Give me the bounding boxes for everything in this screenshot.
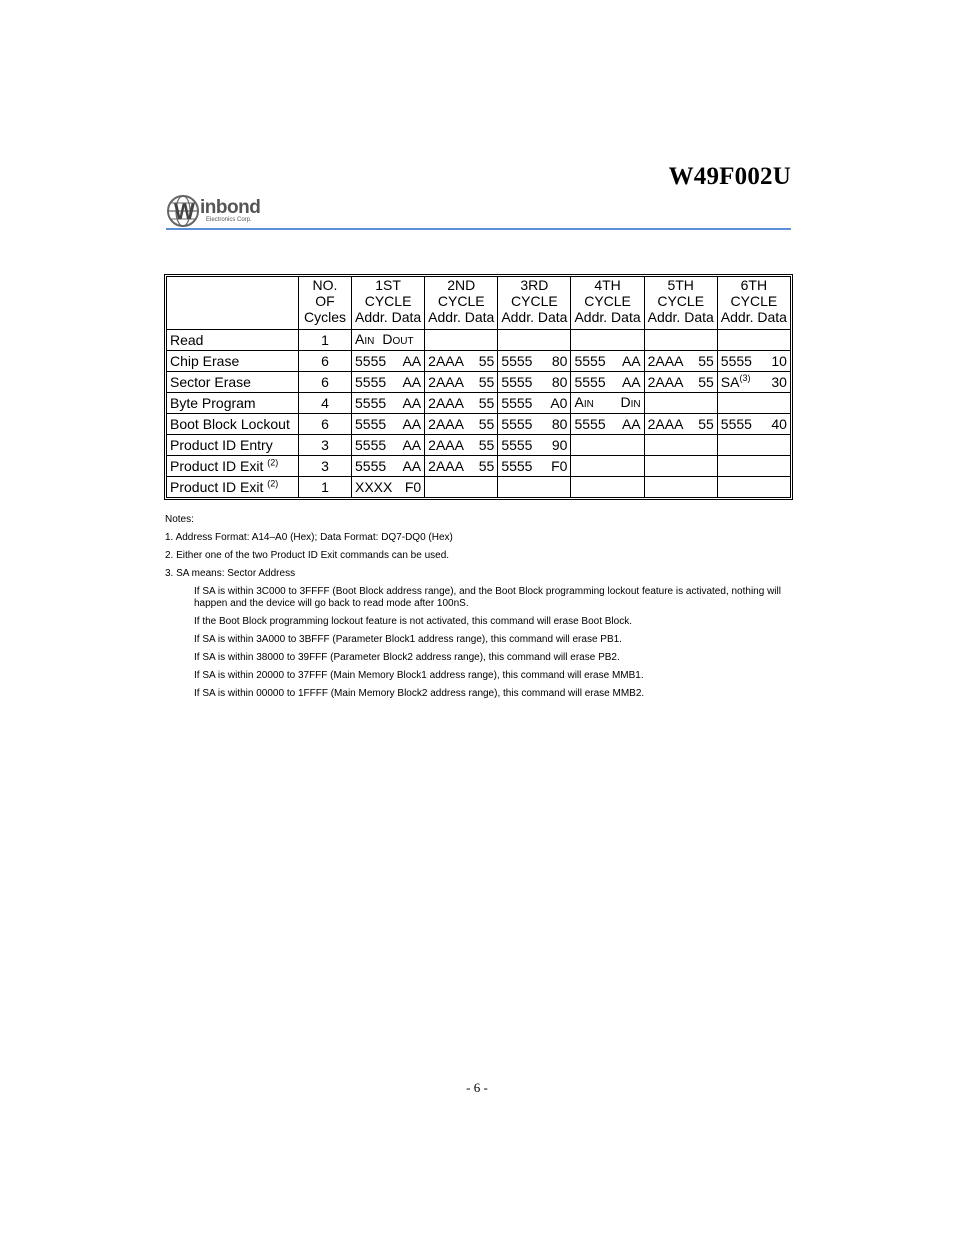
- cycle-addr: 2AAA: [428, 374, 464, 390]
- header-rule: [166, 228, 791, 230]
- cycle-data: 55: [478, 395, 495, 411]
- cycle-cell: [425, 456, 498, 477]
- table-subheader-cell: Addr. Data: [498, 309, 571, 330]
- table-row: [167, 414, 791, 435]
- cycle-cell: [425, 393, 498, 414]
- cycle-cell: [425, 414, 498, 435]
- table-row: [167, 330, 791, 351]
- cycle-addr: 2AAA: [647, 416, 684, 432]
- cycle-addr: 5555: [355, 395, 387, 411]
- cycle-addr: 2AAA: [428, 395, 464, 411]
- command-name: Read: [167, 330, 299, 351]
- command-table-frame: [164, 274, 793, 500]
- cycle-data: F0: [404, 479, 422, 495]
- cycle-cell: [644, 372, 717, 393]
- cycle-data: A0: [550, 395, 568, 411]
- table-row: [167, 393, 791, 414]
- cycle-addr: 5555: [355, 458, 387, 474]
- cycle-data: 55: [478, 437, 495, 453]
- cycle-cell: [571, 477, 644, 498]
- cycle-cell: [425, 330, 498, 351]
- cycle-cell: [352, 372, 425, 393]
- cycle-data: AA: [621, 353, 641, 369]
- cycle-addr: 5555: [720, 416, 752, 432]
- cycle-cell: [717, 351, 790, 372]
- cycle-addr: XXXX: [355, 479, 393, 495]
- cycle-addr: 2AAA: [428, 458, 464, 474]
- table-header-cell: NO. OF: [299, 277, 352, 310]
- cycle-addr: 2AAA: [428, 437, 464, 453]
- cycle-data: DIN: [620, 393, 641, 410]
- cycle-data: DOUT: [382, 330, 414, 347]
- cycle-count: 3: [299, 435, 352, 456]
- note-item: 3. SA means: Sector Address: [165, 568, 296, 579]
- cycle-addr: 5555: [501, 353, 533, 369]
- table-header-cell: 2ND CYCLE: [425, 277, 498, 310]
- command-name: Product ID Entry: [167, 435, 299, 456]
- cycle-data: 55: [698, 353, 714, 369]
- note-subitem: If SA is within 38000 to 39FFF (Parameter Block2 address range), this command will erase PB2.: [194, 652, 620, 663]
- cycle-data: AA: [402, 437, 422, 453]
- page-number: - 6 -: [466, 1080, 488, 1095]
- table-subheader-cell: Cycles: [299, 309, 352, 330]
- table-subheader-cell: Addr. Data: [571, 309, 644, 330]
- cycle-data: AA: [621, 374, 641, 390]
- cycle-cell: [571, 456, 644, 477]
- table-header-cell: 3RD CYCLE: [498, 277, 571, 310]
- part-number-title: W49F002U: [668, 163, 791, 190]
- command-name: Sector Erase: [167, 372, 299, 393]
- cycle-cell: [352, 351, 425, 372]
- notes-heading: Notes:: [165, 514, 194, 525]
- cycle-data: 55: [478, 416, 495, 432]
- cycle-cell: [425, 435, 498, 456]
- cycle-cell: [571, 330, 644, 351]
- cycle-cell: [352, 330, 425, 351]
- cycle-cell: [571, 414, 644, 435]
- cycle-addr: 5555: [355, 416, 387, 432]
- cycle-cell: [498, 414, 571, 435]
- command-table: [166, 276, 791, 498]
- cycle-data: 80: [551, 416, 568, 432]
- cycle-cell: [425, 477, 498, 498]
- cycle-addr: 5555: [355, 374, 387, 390]
- cycle-data: 10: [771, 353, 787, 369]
- cycle-cell: [352, 477, 425, 498]
- table-subheader-cell: Addr. Data: [644, 309, 717, 330]
- cycle-addr: 5555: [355, 437, 387, 453]
- cycle-addr: 2AAA: [647, 374, 684, 390]
- cycle-cell: [644, 435, 717, 456]
- cycle-addr: 2AAA: [647, 353, 684, 369]
- cycle-addr: 5555: [501, 437, 533, 453]
- cycle-cell: [644, 351, 717, 372]
- cycle-cell: [644, 456, 717, 477]
- cycle-data: 80: [551, 374, 568, 390]
- cycle-cell: [717, 330, 790, 351]
- notes-section: [165, 514, 785, 706]
- note-item: 2. Either one of the two Product ID Exit commands can be used.: [165, 550, 450, 561]
- cycle-cell: [644, 393, 717, 414]
- table-row: [167, 351, 791, 372]
- note-subitem: If the Boot Block programming lockout feature is not activated, this command will erase Boot Block.: [194, 616, 632, 627]
- cycle-cell: [498, 456, 571, 477]
- command-name: Boot Block Lockout: [167, 414, 299, 435]
- note-subitem: If SA is within 00000 to 1FFFF (Main Memory Block2 address range), this command will erase MMB2.: [194, 688, 645, 699]
- table-row: [167, 435, 791, 456]
- table-subheader-cell: Addr. Data: [717, 309, 790, 330]
- cycle-addr: 5555: [501, 416, 533, 432]
- cycle-data: 55: [478, 353, 495, 369]
- cycle-cell: [571, 351, 644, 372]
- cycle-addr: 5555: [355, 353, 387, 369]
- table-header-cell: 4TH CYCLE: [571, 277, 644, 310]
- cycle-cell: [644, 414, 717, 435]
- cycle-cell: [352, 414, 425, 435]
- cycle-count: 6: [299, 372, 352, 393]
- cycle-data: AA: [402, 353, 422, 369]
- cycle-addr: AIN: [574, 393, 594, 410]
- cycle-cell: [571, 372, 644, 393]
- cycle-cell: [498, 477, 571, 498]
- cycle-data: AA: [402, 374, 422, 390]
- cycle-count: 6: [299, 414, 352, 435]
- cycle-addr: 5555: [574, 416, 606, 432]
- cycle-addr: AIN: [355, 330, 375, 347]
- cycle-cell: [644, 330, 717, 351]
- cycle-cell: [644, 477, 717, 498]
- cycle-addr: 5555: [501, 458, 533, 474]
- cycle-count: 6: [299, 351, 352, 372]
- cycle-cell: [498, 330, 571, 351]
- cycle-data: 55: [698, 416, 714, 432]
- command-name: Product ID Exit $^{(2)}$: [167, 456, 299, 477]
- cycle-addr: 5555: [574, 374, 606, 390]
- cycle-count: 3: [299, 456, 352, 477]
- cycle-count: 1: [299, 330, 352, 351]
- command-name: Chip Erase: [167, 351, 299, 372]
- note-subitem: If SA is within 3A000 to 3BFFF (Parameter Block1 address range), this command will erase PB1.: [194, 634, 622, 645]
- logo-subtitle: Electronics Corp.: [206, 217, 252, 223]
- command-name: Byte Program: [167, 393, 299, 414]
- cycle-cell: [425, 351, 498, 372]
- cycle-data: 90: [551, 437, 568, 453]
- note-subitem: If SA is within 3C000 to 3FFFF (Boot Block address range), and the Boot Block programming lockout feature is activated, nothing will happen and the device will go back to read mode after 100nS.: [194, 586, 781, 609]
- cycle-cell: [498, 393, 571, 414]
- table-row: [167, 372, 791, 393]
- cycle-data: 40: [771, 416, 787, 432]
- cycle-count: 4: [299, 393, 352, 414]
- cycle-cell: [498, 372, 571, 393]
- cycle-cell: [717, 477, 790, 498]
- cycle-addr: 2AAA: [428, 416, 464, 432]
- command-name: Product ID Exit $^{(2)}$: [167, 477, 299, 498]
- table-header-cell: 1ST CYCLE: [352, 277, 425, 310]
- cycle-addr: 5555: [501, 395, 533, 411]
- cycle-cell: [717, 372, 790, 393]
- cycle-count: 1: [299, 477, 352, 498]
- note-subitem: If SA is within 20000 to 37FFF (Main Memory Block1 address range), this command will erase MMB1.: [194, 670, 644, 681]
- cycle-cell: [717, 435, 790, 456]
- cycle-data: 55: [698, 374, 714, 390]
- cycle-addr: SA(3): [720, 373, 751, 390]
- table-header-row: [167, 277, 791, 310]
- cycle-addr: 5555: [501, 374, 533, 390]
- cycle-data: 55: [478, 458, 495, 474]
- cycle-addr: 5555: [720, 353, 752, 369]
- cycle-cell: [352, 393, 425, 414]
- cycle-cell: [717, 393, 790, 414]
- cycle-cell: [717, 456, 790, 477]
- cycle-cell: [352, 456, 425, 477]
- note-item: 1. Address Format: A14–A0 (Hex); Data Format: DQ7-DQ0 (Hex): [165, 532, 453, 543]
- cycle-cell: [352, 435, 425, 456]
- table-subheader-cell: Addr. Data: [425, 309, 498, 330]
- table-header-cell: 5TH CYCLE: [644, 277, 717, 310]
- cycle-cell: [425, 372, 498, 393]
- cycle-data: F0: [551, 458, 568, 474]
- cycle-data: AA: [402, 416, 422, 432]
- cycle-data: 80: [551, 353, 568, 369]
- table-subheader-cell: Addr. Data: [352, 309, 425, 330]
- winbond-logo: [166, 193, 281, 229]
- cycle-addr: 2AAA: [428, 353, 464, 369]
- table-header-blank: [167, 277, 299, 330]
- cycle-cell: [498, 435, 571, 456]
- cycle-cell: [717, 414, 790, 435]
- table-row: [167, 456, 791, 477]
- cycle-cell: [571, 393, 644, 414]
- cycle-data: AA: [402, 458, 422, 474]
- cycle-data: AA: [621, 416, 641, 432]
- cycle-cell: [498, 351, 571, 372]
- logo-letter: W: [174, 199, 195, 224]
- cycle-data: 30: [771, 374, 787, 390]
- logo-word: inbond: [200, 197, 261, 218]
- table-header-cell: 6TH CYCLE: [717, 277, 790, 310]
- cycle-data: AA: [402, 395, 422, 411]
- cycle-data: 55: [478, 374, 495, 390]
- table-row: [167, 477, 791, 498]
- cycle-cell: [571, 435, 644, 456]
- cycle-addr: 5555: [574, 353, 606, 369]
